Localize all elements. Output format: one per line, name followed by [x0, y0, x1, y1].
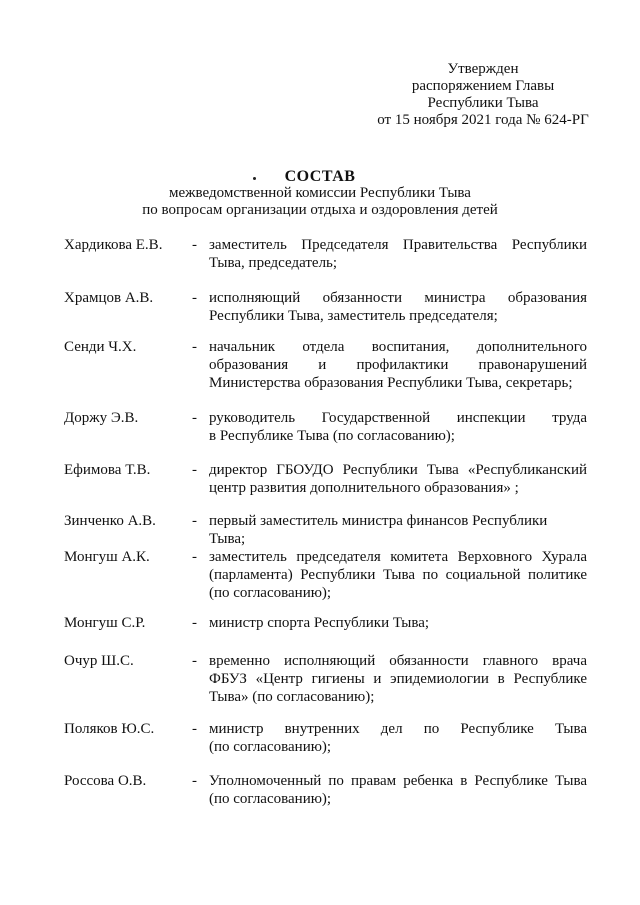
member-role-line: министр внутренних дел по Республике Тыва	[209, 721, 587, 737]
member-role	[209, 548, 587, 602]
member-name: Хардикова Е.В.	[64, 237, 163, 253]
member-role-line: временно исполняющий обязанности главного врача	[209, 653, 587, 669]
member-row	[64, 512, 594, 548]
member-role-line: Тыва» (по согласованию);	[209, 689, 375, 705]
member-dash: -	[192, 410, 197, 426]
member-dash: -	[192, 653, 197, 669]
member-role	[209, 338, 587, 392]
member-row	[64, 236, 594, 272]
member-role-line: начальник отдела воспитания, дополнительного	[209, 339, 587, 355]
member-name: Сенди Ч.Х.	[64, 339, 137, 355]
member-role	[209, 652, 587, 706]
member-role-line: образования и профилактики правонарушений	[209, 357, 587, 373]
member-name: Россова О.В.	[64, 773, 147, 789]
member-role-line: ФБУЗ «Центр гигиены и эпидемиологии в Республике	[209, 671, 587, 687]
member-role-line: (по согласованию);	[209, 791, 332, 807]
member-role-line: исполняющий обязанности министра образования	[209, 290, 587, 306]
member-role-line: центр развития дополнительного образования» ;	[209, 480, 519, 496]
member-dash: -	[192, 339, 197, 355]
member-name: Монгуш С.Р.	[64, 615, 146, 631]
member-name: Ефимова Т.В.	[64, 462, 151, 478]
member-role-line: Тыва, председатель;	[209, 255, 338, 271]
member-row	[64, 338, 594, 392]
document-title: СОСТАВ	[284, 168, 356, 185]
member-dash: -	[192, 513, 197, 529]
member-role-line: заместитель Председателя Правительства Республики	[209, 237, 587, 253]
member-dash: -	[192, 773, 197, 789]
member-role-line: Уполномоченный по правам ребенка в Республике Тыва	[209, 773, 587, 789]
member-row	[64, 772, 594, 808]
document-subtitle	[0, 185, 640, 219]
member-dash: -	[192, 721, 197, 737]
member-row	[64, 289, 594, 325]
member-role	[209, 772, 587, 808]
member-role-line: руководитель Государственной инспекции труда	[209, 410, 587, 426]
member-dash: -	[192, 462, 197, 478]
member-role-line: заместитель председателя комитета Верховного Хурала	[209, 549, 587, 565]
member-role-line: министр спорта Республики Тыва;	[209, 615, 430, 631]
member-role-line: Республики Тыва, заместитель председателя;	[209, 308, 498, 324]
member-dash: -	[192, 615, 197, 631]
member-name: Монгуш А.К.	[64, 549, 150, 565]
member-dash: -	[192, 549, 197, 565]
member-row	[64, 614, 594, 632]
approval-stamp	[366, 61, 600, 129]
member-role-line: в Республике Тыва (по согласованию);	[209, 428, 455, 444]
member-role-line: (по согласованию);	[209, 739, 332, 755]
member-name: Доржу Э.В.	[64, 410, 139, 426]
approval-line-order: распоряжением Главы	[411, 78, 555, 94]
member-role-line: директор ГБОУДО Республики Тыва «Республиканский	[209, 462, 587, 478]
member-role	[209, 409, 587, 445]
member-dash: -	[192, 237, 197, 253]
member-row	[64, 409, 594, 445]
member-role	[209, 512, 587, 548]
subtitle-line-2: по вопросам организации отдыха и оздоровления детей	[142, 202, 498, 218]
member-role	[209, 461, 587, 497]
member-role-line: (по согласованию);	[209, 585, 332, 601]
member-role	[209, 720, 587, 756]
member-role-line: первый заместитель министра финансов Республики Тыва;	[209, 513, 548, 547]
member-role-line: (парламента) Республики Тыва по социальной политике	[209, 567, 587, 583]
member-row	[64, 720, 594, 756]
member-row	[64, 461, 594, 497]
member-row	[64, 548, 594, 602]
subtitle-line-1: межведомственной комиссии Республики Тыва	[169, 185, 471, 201]
member-name: Поляков Ю.С.	[64, 721, 155, 737]
member-name: Зинченко А.В.	[64, 513, 156, 529]
approval-line-approved: Утвержден	[447, 61, 519, 77]
member-role	[209, 289, 587, 325]
member-role	[209, 614, 587, 632]
member-role	[209, 236, 587, 272]
member-name: Очур Ш.С.	[64, 653, 134, 669]
member-row	[64, 652, 594, 706]
approval-line-republic: Республики Тыва	[427, 95, 539, 111]
member-dash: -	[192, 290, 197, 306]
member-name: Храмцов А.В.	[64, 290, 154, 306]
member-role-line: Министерства образования Республики Тыва, секретарь;	[209, 375, 573, 391]
approval-line-date: от 15 ноября 2021 года № 624-РГ	[377, 112, 589, 128]
